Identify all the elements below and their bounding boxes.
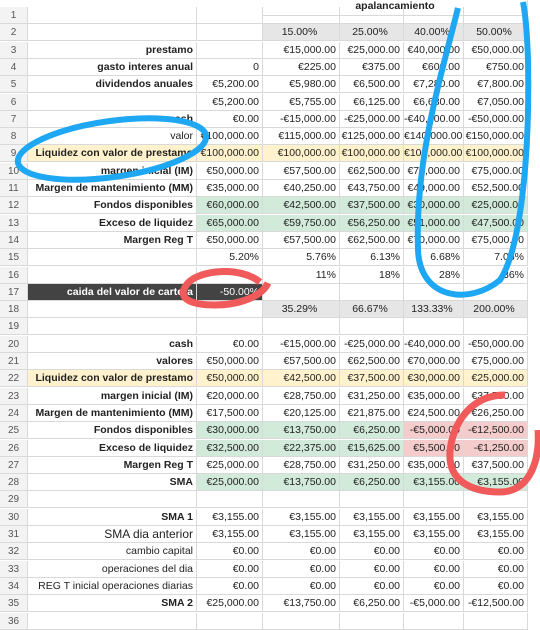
row-label[interactable] <box>28 267 197 284</box>
row-label[interactable] <box>28 94 197 111</box>
cell[interactable]: €60,000.00 <box>197 197 263 214</box>
table-row <box>0 526 540 543</box>
table-row <box>0 318 540 335</box>
cell[interactable]: €37,500.00 <box>340 370 404 387</box>
row-label[interactable]: Exceso de liquidez <box>28 440 197 457</box>
row-label[interactable] <box>28 249 197 266</box>
cell[interactable]: -€12,500.00 <box>464 422 528 439</box>
cell[interactable]: €49,000.00 <box>404 180 464 197</box>
cell[interactable]: 28% <box>404 267 464 284</box>
row-label[interactable]: cash <box>28 336 197 353</box>
cell[interactable]: -€40,000.00 <box>404 336 464 353</box>
cell[interactable]: €13,750.00 <box>263 595 340 612</box>
cell[interactable]: €3,155.00 <box>464 474 528 491</box>
row-label[interactable]: SMA 1 <box>28 509 197 526</box>
table-row <box>0 353 540 370</box>
cell[interactable]: €21,875.00 <box>340 405 404 422</box>
cell[interactable]: €0.00 <box>197 578 263 595</box>
cell[interactable]: 200.00% <box>464 301 528 318</box>
table-row <box>0 111 540 128</box>
row-label[interactable]: margen inicial (IM) <box>28 388 197 405</box>
cell[interactable]: €70,000.00 <box>404 163 464 180</box>
cell[interactable]: €40,250.00 <box>263 180 340 197</box>
cell[interactable]: €0.00 <box>464 543 528 560</box>
cell[interactable]: €32,500.00 <box>197 440 263 457</box>
row-label[interactable]: REG T inicial operaciones diarias <box>28 578 197 595</box>
row-label[interactable] <box>28 24 197 41</box>
cell[interactable]: €20,000.00 <box>197 388 263 405</box>
cell[interactable]: 5.20% <box>197 249 263 266</box>
row-number[interactable]: 9 <box>0 145 28 162</box>
table-row <box>0 613 540 630</box>
cell[interactable]: €52,500.00 <box>464 180 528 197</box>
cell[interactable]: €75,000.00 <box>464 353 528 370</box>
cell[interactable]: €35,000.00 <box>404 457 464 474</box>
cell[interactable]: €6,125.00 <box>340 94 404 111</box>
cell[interactable]: 7.05% <box>464 249 528 266</box>
cell[interactable]: €0.00 <box>263 561 340 578</box>
cell[interactable]: €3,155.00 <box>340 509 404 526</box>
table-row <box>0 215 540 232</box>
cell[interactable]: €225.00 <box>263 59 340 76</box>
cell[interactable]: €6,250.00 <box>340 474 404 491</box>
cell[interactable]: €5,200.00 <box>197 76 263 93</box>
cell[interactable]: €57,500.00 <box>263 353 340 370</box>
cell[interactable]: €47,500.00 <box>464 215 528 232</box>
cell[interactable]: €13,750.00 <box>263 474 340 491</box>
cell[interactable]: €3,155.00 <box>404 526 464 543</box>
cell[interactable]: €0.00 <box>404 561 464 578</box>
row-number[interactable]: 12 <box>0 197 28 214</box>
cell[interactable]: €150,000.00 <box>464 128 528 145</box>
table-row <box>0 474 540 491</box>
apalancamiento-header[interactable]: apalancamiento <box>263 0 528 16</box>
row-number[interactable]: 30 <box>0 509 28 526</box>
cell[interactable]: €3,155.00 <box>340 526 404 543</box>
cell[interactable]: -50.00% <box>197 284 263 301</box>
cell[interactable] <box>197 613 263 630</box>
cell[interactable]: -€5,000.00 <box>404 595 464 612</box>
cell[interactable]: €35,000.00 <box>197 180 263 197</box>
cell[interactable]: €56,250.00 <box>340 215 404 232</box>
row-label[interactable]: Margen Reg T <box>28 232 197 249</box>
cell[interactable]: 36% <box>464 267 528 284</box>
table-row <box>0 24 540 41</box>
cell[interactable]: €40,000.00 <box>404 42 464 59</box>
cell[interactable]: €26,250.00 <box>464 405 528 422</box>
cell[interactable]: 25.00% <box>340 24 404 41</box>
table-row <box>0 76 540 93</box>
cell[interactable]: -€25,000.00 <box>340 336 404 353</box>
table-row <box>0 370 540 387</box>
cell[interactable]: €62,500.00 <box>340 232 404 249</box>
cell[interactable]: €375.00 <box>340 59 404 76</box>
row-label[interactable]: valor <box>28 128 197 145</box>
cell[interactable]: €600.00 <box>404 59 464 76</box>
cell[interactable]: -€15,000.00 <box>263 336 340 353</box>
row-number[interactable]: 21 <box>0 353 28 370</box>
cell[interactable]: -€5,000.00 <box>404 422 464 439</box>
cell[interactable]: €0.00 <box>404 578 464 595</box>
cell[interactable]: €59,750.00 <box>263 215 340 232</box>
table-row <box>0 301 540 318</box>
table-row <box>0 405 540 422</box>
cell[interactable]: €22,375.00 <box>263 440 340 457</box>
row-number[interactable]: 10 <box>0 163 28 180</box>
cell[interactable]: €5,755.00 <box>263 94 340 111</box>
cell[interactable]: €30,000.00 <box>404 197 464 214</box>
row-label[interactable]: Fondos disponibles <box>28 197 197 214</box>
table-row <box>0 249 540 266</box>
cell[interactable]: 50.00% <box>464 24 528 41</box>
cell[interactable]: €50,000.00 <box>197 163 263 180</box>
table-row <box>0 440 540 457</box>
row-number[interactable]: 34 <box>0 578 28 595</box>
row-number[interactable]: 20 <box>0 336 28 353</box>
row-number[interactable]: 23 <box>0 388 28 405</box>
row-label[interactable]: SMA 2 <box>28 595 197 612</box>
cell[interactable]: €28,750.00 <box>263 388 340 405</box>
cell[interactable]: €5,500.00 <box>404 440 464 457</box>
table-row <box>0 145 540 162</box>
row-label[interactable]: Liquidez con valor de prestamo <box>28 145 197 162</box>
table-row <box>0 284 540 301</box>
table-row <box>0 59 540 76</box>
cell[interactable]: €750.00 <box>464 59 528 76</box>
cell[interactable]: €0.00 <box>340 561 404 578</box>
row-label[interactable]: gasto interes anual <box>28 59 197 76</box>
cell[interactable] <box>464 491 528 508</box>
cell[interactable]: €140,000.00 <box>404 128 464 145</box>
cell[interactable]: €125,000.00 <box>340 128 404 145</box>
row-number[interactable]: 17 <box>0 284 28 301</box>
cell[interactable] <box>263 613 340 630</box>
row-label[interactable] <box>28 318 197 335</box>
row-number[interactable]: 31 <box>0 526 28 543</box>
cell[interactable]: 0 <box>197 59 263 76</box>
cell[interactable]: €0.00 <box>464 561 528 578</box>
cell[interactable] <box>197 7 263 24</box>
cell[interactable] <box>340 613 404 630</box>
cell[interactable] <box>464 7 528 24</box>
cell[interactable]: €0.00 <box>197 336 263 353</box>
cell[interactable]: €100,000.00 <box>263 145 340 162</box>
cell[interactable]: €62,500.00 <box>340 353 404 370</box>
table-row <box>0 180 540 197</box>
row-label[interactable]: margen inicial (IM) <box>28 163 197 180</box>
cell[interactable]: €3,155.00 <box>263 509 340 526</box>
row-label[interactable]: SMA <box>28 474 197 491</box>
row-number[interactable]: 2 <box>0 24 28 41</box>
cell[interactable]: €0.00 <box>464 578 528 595</box>
table-row <box>0 197 540 214</box>
cell[interactable]: €31,250.00 <box>340 388 404 405</box>
row-number[interactable]: 4 <box>0 59 28 76</box>
cell[interactable]: €3,155.00 <box>404 509 464 526</box>
row-number[interactable]: 13 <box>0 215 28 232</box>
cell[interactable]: €3,155.00 <box>263 526 340 543</box>
cell[interactable]: -€12,500.00 <box>464 595 528 612</box>
row-label[interactable]: dividendos anuales <box>28 76 197 93</box>
row-number[interactable]: 22 <box>0 370 28 387</box>
cell[interactable] <box>340 284 404 301</box>
cell[interactable]: €30,000.00 <box>404 370 464 387</box>
cell[interactable]: 6.13% <box>340 249 404 266</box>
cell[interactable]: €20,125.00 <box>263 405 340 422</box>
cell[interactable]: 133.33% <box>404 301 464 318</box>
cell[interactable]: €3,155.00 <box>404 474 464 491</box>
row-label[interactable] <box>28 491 197 508</box>
cell[interactable]: 18% <box>340 267 404 284</box>
table-row <box>0 232 540 249</box>
cell[interactable]: -€50,000.00 <box>464 336 528 353</box>
table-row <box>0 388 540 405</box>
table-row <box>0 42 540 59</box>
cell[interactable]: 5.76% <box>263 249 340 266</box>
cell[interactable]: €0.00 <box>340 543 404 560</box>
cell[interactable]: €70,000.00 <box>404 232 464 249</box>
row-label[interactable]: SMA dia anterior <box>28 526 197 543</box>
cell[interactable]: €115,000.00 <box>263 128 340 145</box>
row-number[interactable]: 16 <box>0 267 28 284</box>
cell[interactable]: €15,625.00 <box>340 440 404 457</box>
cell[interactable]: €43,750.00 <box>340 180 404 197</box>
row-number[interactable]: 1 <box>0 7 28 24</box>
table-row <box>0 422 540 439</box>
cell[interactable]: €50,000.00 <box>197 370 263 387</box>
row-number[interactable]: 19 <box>0 318 28 335</box>
cell[interactable]: €24,500.00 <box>404 405 464 422</box>
table-row <box>0 336 540 353</box>
cell[interactable] <box>197 267 263 284</box>
cell[interactable]: €17,500.00 <box>197 405 263 422</box>
cell[interactable]: 66.67% <box>340 301 404 318</box>
cell[interactable]: €42,500.00 <box>263 370 340 387</box>
cell[interactable]: €0.00 <box>263 543 340 560</box>
cell[interactable]: €0.00 <box>197 561 263 578</box>
cell[interactable]: €31,250.00 <box>340 457 404 474</box>
cell[interactable] <box>197 24 263 41</box>
cell[interactable]: €0.00 <box>197 543 263 560</box>
cell[interactable]: 35.29% <box>263 301 340 318</box>
row-number[interactable]: 29 <box>0 491 28 508</box>
table-row <box>0 7 540 24</box>
cell[interactable]: €50,000.00 <box>464 42 528 59</box>
table-row <box>0 491 540 508</box>
cell[interactable]: €3,155.00 <box>464 509 528 526</box>
cell[interactable]: €100,000.00 <box>197 128 263 145</box>
cell[interactable]: €100,000.00 <box>404 145 464 162</box>
row-number[interactable]: 24 <box>0 405 28 422</box>
cell[interactable]: €6,500.00 <box>340 76 404 93</box>
row-number[interactable]: 8 <box>0 128 28 145</box>
cell[interactable]: €7,050.00 <box>464 94 528 111</box>
cell[interactable]: €75,000.00 <box>464 232 528 249</box>
cell[interactable]: €28,750.00 <box>263 457 340 474</box>
cell[interactable] <box>404 284 464 301</box>
cell[interactable]: €7,800.00 <box>464 76 528 93</box>
row-number[interactable]: 25 <box>0 422 28 439</box>
row-label[interactable]: operaciones del dia <box>28 561 197 578</box>
cell[interactable] <box>404 491 464 508</box>
table-row <box>0 267 540 284</box>
row-label[interactable]: Liquidez con valor de prestamo <box>28 370 197 387</box>
cell[interactable]: €0.00 <box>404 543 464 560</box>
row-label[interactable]: caida del valor de cartera <box>28 284 197 301</box>
table-row <box>0 94 540 111</box>
cell[interactable]: €25,000.00 <box>197 474 263 491</box>
row-label[interactable]: Margen de mantenimiento (MM) <box>28 180 197 197</box>
row-number[interactable]: 32 <box>0 543 28 560</box>
row-label[interactable]: valores <box>28 353 197 370</box>
cell[interactable] <box>464 318 528 335</box>
row-label[interactable]: Exceso de liquidez <box>28 215 197 232</box>
row-label[interactable] <box>28 301 197 318</box>
cell[interactable] <box>464 284 528 301</box>
cell[interactable]: €75,000.00 <box>464 163 528 180</box>
cell[interactable]: €50,000.00 <box>197 353 263 370</box>
cell[interactable]: €6,250.00 <box>340 595 404 612</box>
cell[interactable]: €100,000.00 <box>340 145 404 162</box>
row-number[interactable]: 18 <box>0 301 28 318</box>
cell[interactable]: €0.00 <box>340 578 404 595</box>
cell[interactable]: €6,250.00 <box>340 422 404 439</box>
table-row <box>0 543 540 560</box>
cell[interactable]: €100,000.00 <box>197 145 263 162</box>
row-label[interactable]: prestamo <box>28 42 197 59</box>
table-row <box>0 595 540 612</box>
cell[interactable]: -€15,000.00 <box>263 111 340 128</box>
row-number[interactable]: 35 <box>0 595 28 612</box>
cell[interactable]: €37,500.00 <box>464 388 528 405</box>
cell[interactable] <box>263 318 340 335</box>
table-row <box>0 457 540 474</box>
row-number[interactable]: 28 <box>0 474 28 491</box>
cell[interactable]: €3,155.00 <box>197 526 263 543</box>
cell[interactable] <box>340 318 404 335</box>
cell[interactable] <box>404 318 464 335</box>
cell[interactable]: 15.00% <box>263 24 340 41</box>
cell[interactable]: €7,280.00 <box>404 76 464 93</box>
cell[interactable]: 6.68% <box>404 249 464 266</box>
cell[interactable]: €25,000.00 <box>464 197 528 214</box>
row-label[interactable]: Margen Reg T <box>28 457 197 474</box>
row-number[interactable]: 26 <box>0 440 28 457</box>
row-number[interactable]: 36 <box>0 613 28 630</box>
table-row <box>0 509 540 526</box>
row-number[interactable]: 11 <box>0 180 28 197</box>
row-label[interactable]: Fondos disponibles <box>28 422 197 439</box>
cell[interactable]: €25,000.00 <box>464 370 528 387</box>
row-number[interactable]: 14 <box>0 232 28 249</box>
cell[interactable]: €50,000.00 <box>197 232 263 249</box>
cell[interactable]: 11% <box>263 267 340 284</box>
cell[interactable]: €6,680.00 <box>404 94 464 111</box>
cell[interactable]: €57,500.00 <box>263 163 340 180</box>
table-row <box>0 128 540 145</box>
table-row <box>0 578 540 595</box>
cell[interactable] <box>197 301 263 318</box>
row-number[interactable]: 6 <box>0 94 28 111</box>
row-number[interactable]: 7 <box>0 111 28 128</box>
cell[interactable]: €5,200.00 <box>197 94 263 111</box>
cell[interactable] <box>197 318 263 335</box>
cell[interactable] <box>263 7 340 24</box>
cell[interactable]: €25,000.00 <box>197 595 263 612</box>
cell[interactable]: €65,000.00 <box>197 215 263 232</box>
cell[interactable] <box>464 613 528 630</box>
cell[interactable]: €0.00 <box>197 111 263 128</box>
cell[interactable]: €3,155.00 <box>197 509 263 526</box>
cell[interactable] <box>340 7 404 24</box>
cell[interactable] <box>340 491 404 508</box>
row-label[interactable]: cash <box>28 111 197 128</box>
cell[interactable] <box>197 491 263 508</box>
cell[interactable]: €37,500.00 <box>340 197 404 214</box>
cell[interactable]: -€50,000.00 <box>464 111 528 128</box>
cell[interactable] <box>263 491 340 508</box>
row-number[interactable]: 15 <box>0 249 28 266</box>
cell[interactable]: €13,750.00 <box>263 422 340 439</box>
cell[interactable]: -€1,250.00 <box>464 440 528 457</box>
cell[interactable] <box>404 7 464 24</box>
row-number[interactable]: 27 <box>0 457 28 474</box>
cell[interactable]: €70,000.00 <box>404 353 464 370</box>
row-label[interactable]: Margen de mantenimiento (MM) <box>28 405 197 422</box>
cell[interactable]: -€40,000.00 <box>404 111 464 128</box>
table-row <box>0 561 540 578</box>
cell[interactable]: €15,000.00 <box>263 42 340 59</box>
row-number[interactable]: 3 <box>0 42 28 59</box>
table-row <box>0 163 540 180</box>
cell[interactable]: €30,000.00 <box>197 422 263 439</box>
cell[interactable]: €62,500.00 <box>340 163 404 180</box>
row-label[interactable] <box>28 613 197 630</box>
cell[interactable]: €3,155.00 <box>464 526 528 543</box>
cell[interactable] <box>404 613 464 630</box>
cell[interactable] <box>197 42 263 59</box>
row-number[interactable]: 33 <box>0 561 28 578</box>
cell[interactable]: €51,000.00 <box>404 215 464 232</box>
cell[interactable]: €25,000.00 <box>197 457 263 474</box>
row-label[interactable] <box>28 7 197 24</box>
cell[interactable]: €100,000.00 <box>464 145 528 162</box>
cell[interactable]: €0.00 <box>263 578 340 595</box>
cell[interactable]: €5,980.00 <box>263 76 340 93</box>
cell[interactable]: €57,500.00 <box>263 232 340 249</box>
row-number[interactable]: 5 <box>0 76 28 93</box>
cell[interactable] <box>263 284 340 301</box>
cell[interactable]: -€25,000.00 <box>340 111 404 128</box>
cell[interactable]: €42,500.00 <box>263 197 340 214</box>
cell[interactable]: €37,500.00 <box>464 457 528 474</box>
cell[interactable]: 40.00% <box>404 24 464 41</box>
cell[interactable]: €35,000.00 <box>404 388 464 405</box>
row-label[interactable]: cambio capital <box>28 543 197 560</box>
cell[interactable]: €25,000.00 <box>340 42 404 59</box>
